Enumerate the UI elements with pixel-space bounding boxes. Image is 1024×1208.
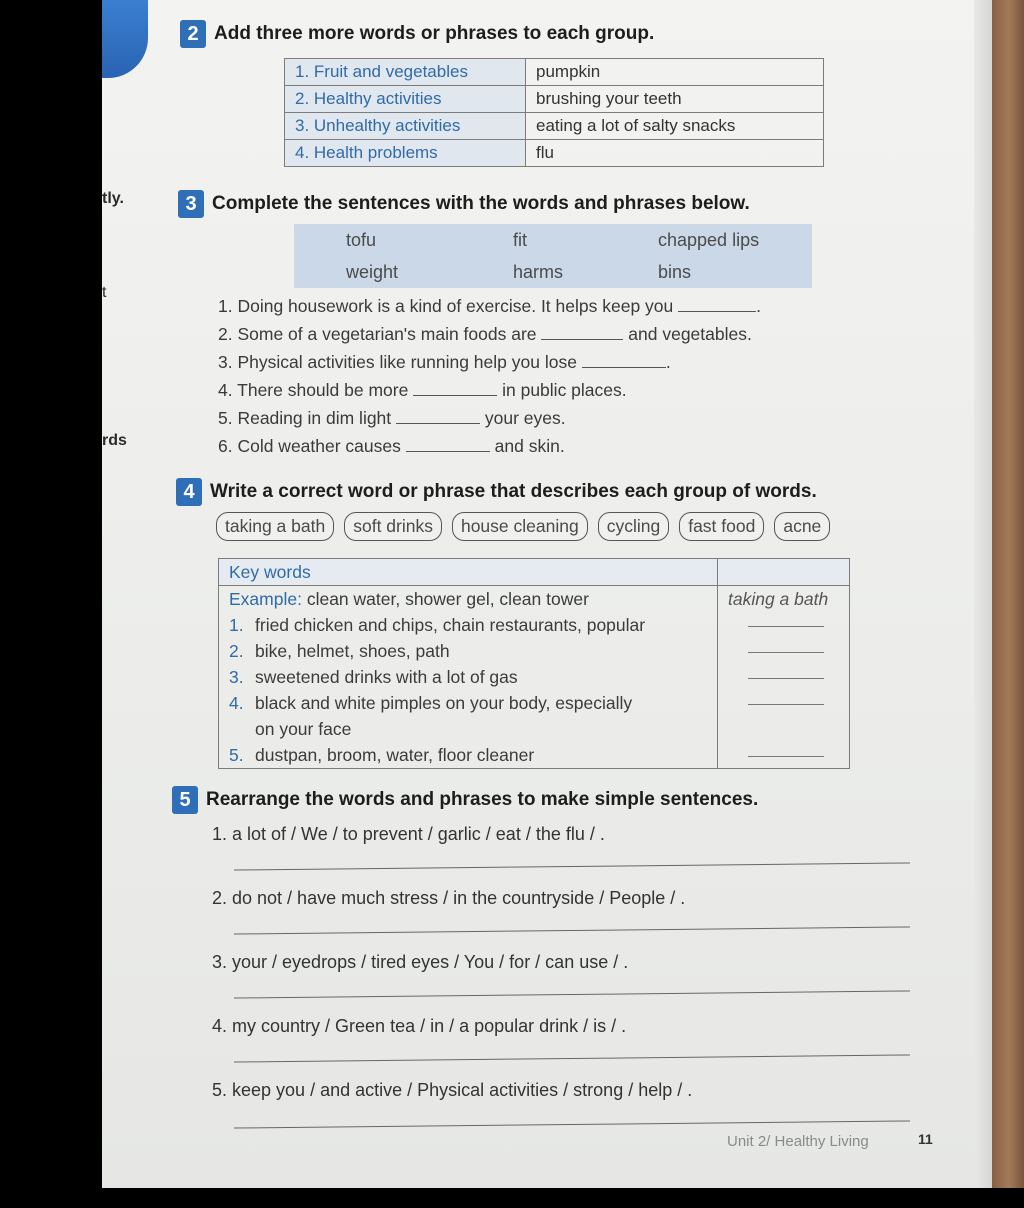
key-words-table [218,558,850,769]
margin-fragment-1: tly. [102,190,124,207]
option-chip: taking a bath [216,512,334,541]
word-bank-item: bins [658,261,692,282]
answer-cell[interactable] [718,638,850,664]
key-words-cell [219,638,718,664]
exercise-5-title: Rearrange the words and phrases to make simple sentences. [206,789,759,810]
item-number: 3. [229,667,244,687]
sentence-text: 3. Physical activities like running help you lose [218,352,577,372]
word-bank-item: weight [346,261,399,282]
item-number: 2. [229,641,244,661]
answer-line[interactable] [748,742,824,757]
table-row [285,59,824,86]
exercise-5-number: 5 [172,786,198,814]
answer-cell[interactable] [718,664,850,690]
answer-header [718,559,850,586]
sentence-item [218,320,761,348]
table-row [219,742,850,769]
answer-blank[interactable] [406,433,490,452]
sentence-item [218,404,761,432]
table-surface [974,0,1024,1188]
sentence-end: . [756,296,761,316]
key-words-header: Key words [219,559,718,586]
sentence-text: 1. Doing housework is a kind of exercise. It helps keep you [218,296,674,316]
category-cell: 3. Unhealthy activities [285,113,526,140]
word-bank-item: fit [513,229,528,250]
example-label: Example: [229,589,302,609]
sentence-item [218,292,761,320]
sentence-text: 6. Cold weather causes [218,436,401,456]
key-words-cell [219,742,718,769]
table-row [285,113,824,140]
answer-line[interactable] [748,638,824,653]
item-number: 4. [229,693,244,713]
example-answer: taking a bath [718,586,850,613]
word-bank-item: harms [513,261,564,282]
rearrange-item: 4. my country / Green tea / in / a popular drink / is / . [212,1016,627,1036]
option-chip: soft drinks [344,512,442,541]
answer-line[interactable] [748,690,824,705]
table-row [219,664,850,690]
groups-table [284,58,824,167]
option-chip: fast food [679,512,764,541]
example-text: clean water, shower gel, clean tower [306,589,589,609]
example-row [219,586,718,613]
word-bank-item: chapped lips [658,229,760,250]
item-text-continued: on your face [255,719,352,739]
rearrange-item: 2. do not / have much stress / in the countryside / People / . [212,888,686,908]
key-words-cell [219,664,718,690]
answer-blank[interactable] [396,405,480,424]
sentence-end: and vegetables. [628,324,752,344]
exercise-3-heading [178,190,750,218]
answer-blank[interactable] [541,321,623,340]
footer-unit: Unit 2/ Healthy Living [727,1133,869,1150]
table-row [219,586,850,613]
example-cell: flu [526,140,824,167]
answer-cell[interactable] [718,690,850,742]
sentence-text: 2. Some of a vegetarian's main foods are [218,324,537,344]
example-cell: brushing your teeth [526,86,824,113]
category-cell: 1. Fruit and vegetables [285,59,526,86]
exercise-4-heading [176,478,817,506]
sentence-end: . [665,352,671,372]
category-cell: 2. Healthy activities [285,86,526,113]
answer-blank[interactable] [582,349,666,368]
rearrange-item: 1. a lot of / We / to prevent / garlic / eat / the flu / . [212,824,605,844]
margin-fragment-2: t [102,284,107,301]
rearrange-item: 5. keep you / and active / Physical activities / strong / help / . [212,1080,693,1100]
answer-cell[interactable] [718,612,850,638]
exercise-5-heading [172,786,758,814]
answer-options [216,512,830,541]
item-text: bike, helmet, shoes, path [255,641,450,661]
exercise-2-title: Add three more words or phrases to each group. [214,23,655,44]
item-text: sweetened drinks with a lot of gas [255,667,518,687]
option-chip: acne [774,512,830,541]
answer-cell[interactable] [718,742,850,769]
rearrange-item: 3. your / eyedrops / tired eyes / You / for / can use / . [212,952,629,972]
sentence-text: 5. Reading in dim light [218,408,392,428]
table-row [219,612,850,638]
sentence-end: in public places. [502,380,627,400]
item-number: 1. [229,615,244,635]
key-words-cell [219,690,718,742]
word-bank [294,224,812,288]
exercise-2-number: 2 [180,20,206,48]
key-words-cell [219,612,718,638]
exercise-3-number: 3 [178,190,204,218]
sentence-list [218,292,761,460]
table-header-row [219,559,850,586]
item-number: 5. [229,745,244,765]
answer-line[interactable] [748,612,824,627]
exercise-4-title: Write a correct word or phrase that describes each group of words. [210,481,817,502]
table-row [285,86,824,113]
margin-fragment-3: rds [102,432,127,449]
item-text: fried chicken and chips, chain restaurants, popular [255,615,646,635]
sentence-item [218,348,761,376]
option-chip: cycling [598,512,670,541]
answer-blank[interactable] [413,377,497,396]
sentence-text: 4. There should be more [218,380,409,400]
answer-blank[interactable] [678,293,756,312]
table-row [219,638,850,664]
table-row [219,690,850,742]
sentence-item [218,376,761,404]
exercise-3-title: Complete the sentences with the words and phrases below. [212,193,750,214]
example-cell: eating a lot of salty snacks [526,113,824,140]
example-cell: pumpkin [526,59,824,86]
sentence-end: your eyes. [484,408,566,428]
sentence-item [218,432,761,460]
exercise-4-number: 4 [176,478,202,506]
table-row [285,140,824,167]
page-number: 11 [918,1131,933,1147]
category-cell: 4. Health problems [285,140,526,167]
word-bank-item: tofu [346,229,377,250]
sentence-end: and skin. [494,436,565,456]
item-text: dustpan, broom, water, floor cleaner [255,745,535,765]
exercise-2-heading [180,20,654,48]
answer-line[interactable] [748,664,824,679]
item-text: black and white pimples on your body, especially [255,693,633,713]
option-chip: house cleaning [452,512,588,541]
